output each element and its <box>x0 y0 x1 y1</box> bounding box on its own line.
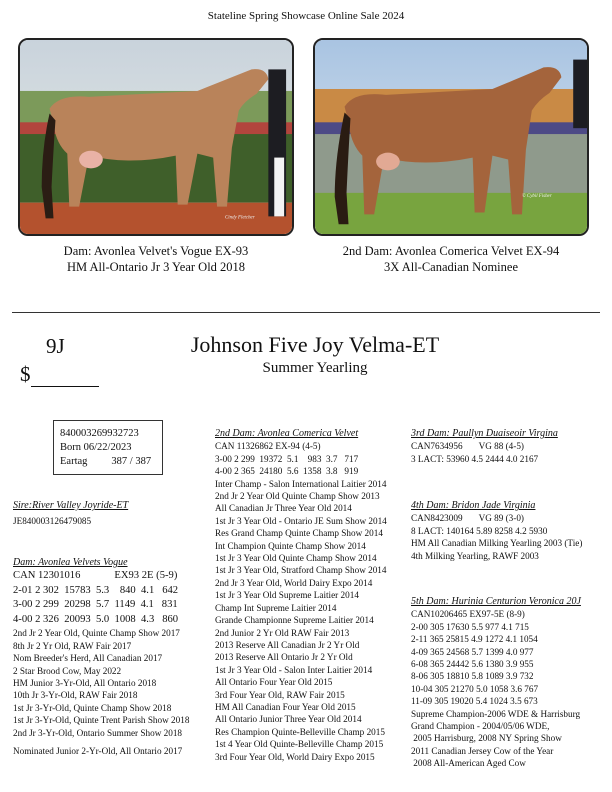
fifth-dam-honor: 2008 All-American Aged Cow <box>411 758 526 769</box>
fifth-dam-heading: 5th Dam: Hurinia Centurion Veronica 20J <box>411 596 581 607</box>
second-dam-honor: 1st Jr 3 Year Old Quinte Champ Show 2014 <box>215 553 377 564</box>
dam-honor: HM Junior 3-Yr-Old, All Ontario 2018 <box>13 678 157 689</box>
registration-id: 840003269932723 <box>60 428 139 439</box>
dam-honor: Nominated Junior 2-Yr-Old, All Ontario 2017 <box>13 746 183 757</box>
fourth-dam-heading: 4th Dam: Bridon Jade Virginia <box>411 500 536 511</box>
dam-honor: 8th Jr 2 Yr Old, RAW Fair 2017 <box>13 640 132 651</box>
second-dam-honor: 1st 4 Year Old Quinte-Belleville Champ 2015 <box>215 739 384 750</box>
fifth-dam-record: 11-09 305 19020 5.4 1024 3.5 673 <box>411 696 538 707</box>
second-dam-honor: 1st Jr 3 Year Old, Stratford Champ Show 2014 <box>215 565 387 576</box>
third-dam-classification: VG 88 (4-5) <box>478 441 524 452</box>
dam-heading: Dam: Avonlea Velvets Vogue <box>13 557 128 568</box>
second-dam-honor: 1st Jr 3 Year Old - Ontario JE Sum Show 2014 <box>215 515 387 526</box>
sale-title: Stateline Spring Showcase Online Sale 2024 <box>207 10 405 22</box>
fifth-dam-honor: Supreme Champion-2006 WDE & Harrisburg <box>411 708 581 719</box>
fifth-dam-record: 10-04 305 21270 5.0 1058 3.6 767 <box>411 683 539 694</box>
dam-reg-number: CAN 12301016 <box>13 570 81 582</box>
second-dam-honor: 2nd Jr 3 Year Old, World Dairy Expo 2014 <box>215 577 373 588</box>
dam-classification: EX93 2E (5-9) <box>114 570 178 582</box>
second-dam-honor: 3rd Four Year Old, World Dairy Expo 2015 <box>215 751 375 762</box>
fifth-dam-record: 6-08 365 24442 5.6 1380 3.9 955 <box>411 659 534 670</box>
fourth-dam-honor: 4th Milking Yearling, RAWF 2003 <box>411 550 539 561</box>
second-dam-caption-line1: 2nd Dam: Avonlea Comerica Velvet EX-94 <box>342 244 560 258</box>
eartag-value: 387 / 387 <box>111 456 152 467</box>
sire-section <box>13 500 128 528</box>
second-dam-honor: 2nd Jr 2 Year Old Quinte Champ Show 2013 <box>215 491 380 502</box>
second-dam-honor: All Ontario Four Year Old 2015 <box>215 677 333 688</box>
sire-heading: Sire:River Valley Joyride-ET <box>13 500 129 511</box>
third-dam-lactation: 3 LACT: 53960 4.5 2444 4.0 2167 <box>411 453 539 464</box>
dam-honor: 2 Star Brood Cow, May 2022 <box>13 665 122 676</box>
second-dam-honor: Grande Championne Supreme Laitier 2014 <box>215 615 374 626</box>
fifth-dam-record: 2-11 365 25815 4.9 1272 4.1 1054 <box>411 634 538 645</box>
dam-honor: 2nd Jr 2 Year Old, Quinte Champ Show 2017 <box>13 628 180 639</box>
dam-record: 3-00 2 299 20298 5.7 1149 4.1 831 <box>13 599 178 611</box>
second-dam-record: 3-00 2 299 19372 5.1 983 3.7 717 <box>215 453 359 464</box>
fifth-dam-honor: 2005 Harrisburg, 2008 NY Spring Show <box>411 733 562 744</box>
fourth-dam-classification: VG 89 (3-0) <box>478 513 524 524</box>
second-dam-section <box>215 428 387 763</box>
second-dam-honor: 2nd Junior 2 Yr Old RAW Fair 2013 <box>215 627 350 638</box>
fifth-dam-record: 2-00 305 17630 5.5 977 4.1 715 <box>411 621 529 632</box>
dam-honor: Nom Breeder's Herd, All Canadian 2017 <box>13 653 163 664</box>
third-dam-heading: 3rd Dam: Paullyn Duaiseoir Virgina <box>411 428 558 439</box>
birth-date: Born 06/22/2023 <box>60 442 132 453</box>
dam-caption <box>18 243 294 275</box>
second-dam-honor: 2013 Reserve All Canadian Jr 2 Yr Old <box>215 639 360 650</box>
divider <box>12 312 600 313</box>
dam-honor: 1st Jr 3-Yr-Old, Quinte Trent Parish Show 2018 <box>13 715 190 726</box>
dam-section <box>13 557 189 757</box>
animal-name: Johnson Five Joy Velma-ET <box>190 332 440 357</box>
second-dam-photo-image <box>315 40 587 234</box>
fifth-dam-honor: 2011 Canadian Jersey Cow of the Year <box>411 745 554 756</box>
second-dam-honor: Res Grand Champ Quinte Champ Show 2014 <box>215 528 383 539</box>
second-dam-heading: 2nd Dam: Avonlea Comerica Velvet <box>215 428 359 439</box>
second-dam-honor: 1st Jr 3 Year Old - Salon Inter Laitier 2014 <box>215 664 373 675</box>
dam-honor: 1st Jr 3-Yr-Old, Quinte Champ Show 2018 <box>13 702 172 713</box>
second-dam-caption-line2: 3X All-Canadian Nominee <box>384 260 518 274</box>
second-dam-record: 4-00 2 365 24180 5.6 1358 3.8 919 <box>215 466 359 477</box>
fourth-dam-honor: HM All Canadian Milking Yearling 2003 (Tie) <box>411 538 583 549</box>
fifth-dam-record: 8-06 305 18810 5.8 1089 3.9 732 <box>411 671 534 682</box>
third-dam-registration <box>411 440 558 452</box>
dam-caption-line2: HM All-Ontario Jr 3 Year Old 2018 <box>66 260 246 274</box>
animal-class: Summer Yearling <box>262 360 368 376</box>
dam-honor: 2nd Jr 3-Yr-Old, Ontario Summer Show 2018 <box>13 727 183 738</box>
price-prefix: $ <box>20 362 31 386</box>
dam-honor: 10th Jr 3-Yr-Old, RAW Fair 2018 <box>13 690 138 701</box>
fourth-dam-section <box>411 500 582 562</box>
dam-caption-line1: Dam: Avonlea Velvet's Vogue EX-93 <box>63 244 249 258</box>
second-dam-honor: 1st Jr 3 Year Old Supreme Laitier 2014 <box>215 590 359 601</box>
fourth-dam-lactation: 8 LACT: 140164 5.89 8258 4.2 5930 <box>411 525 548 536</box>
photo-watermark: Cindy Fletcher <box>224 215 255 221</box>
second-dam-registration: CAN 11326862 EX-94 (4-5) <box>215 441 321 452</box>
eartag-label: Eartag <box>60 456 88 467</box>
photo-watermark: © Cybil Fisher <box>521 193 552 199</box>
second-dam-honor: Res Champion Quinte-Belleville Champ 2015 <box>215 726 385 737</box>
dam-registration <box>13 569 189 584</box>
lot-number: 9J <box>46 334 65 358</box>
fifth-dam-honor: Grand Champion - 2004/05/06 WDE, <box>411 721 550 732</box>
second-dam-honor: All Canadian Jr Three Year Old 2014 <box>215 503 352 514</box>
second-dam-caption <box>313 243 589 275</box>
fifth-dam-registration: CAN10206465 EX97-5E (8-9) <box>411 609 525 620</box>
dam-photo-image <box>20 40 292 234</box>
fifth-dam-section <box>411 596 581 770</box>
second-dam-honor: All Ontario Junior Three Year Old 2014 <box>215 714 362 725</box>
second-dam-photo <box>313 38 589 236</box>
dam-record: 4-00 2 326 20093 5.0 1008 4.3 860 <box>13 613 179 625</box>
price-blank <box>31 368 99 387</box>
dam-record: 2-01 2 302 15783 5.3 840 4.1 642 <box>13 584 179 596</box>
price-field <box>20 362 99 387</box>
id-box <box>53 420 163 475</box>
eartag <box>60 455 158 469</box>
second-dam-honor: HM All Canadian Four Year Old 2015 <box>215 701 356 712</box>
dam-photo <box>18 38 294 236</box>
second-dam-honor: 2013 Reserve All Ontario Jr 2 Yr Old <box>215 652 353 663</box>
fourth-dam-registration <box>411 512 582 524</box>
third-dam-section <box>411 428 558 465</box>
second-dam-honor: 3rd Four Year Old, RAW Fair 2015 <box>215 689 345 700</box>
sire-id: JE840003126479085 <box>13 516 92 527</box>
fourth-dam-reg-number: CAN8423009 <box>411 513 463 524</box>
fifth-dam-record: 4-09 365 24568 5.7 1399 4.0 977 <box>411 646 534 657</box>
third-dam-reg-number: CAN7634956 <box>411 441 463 452</box>
second-dam-honor: Champ Int Supreme Laitier 2014 <box>215 602 337 613</box>
second-dam-honor: Int Champion Quinte Champ Show 2014 <box>215 540 366 551</box>
second-dam-honor: Inter Champ - Salon International Laitier 2014 <box>215 478 387 489</box>
